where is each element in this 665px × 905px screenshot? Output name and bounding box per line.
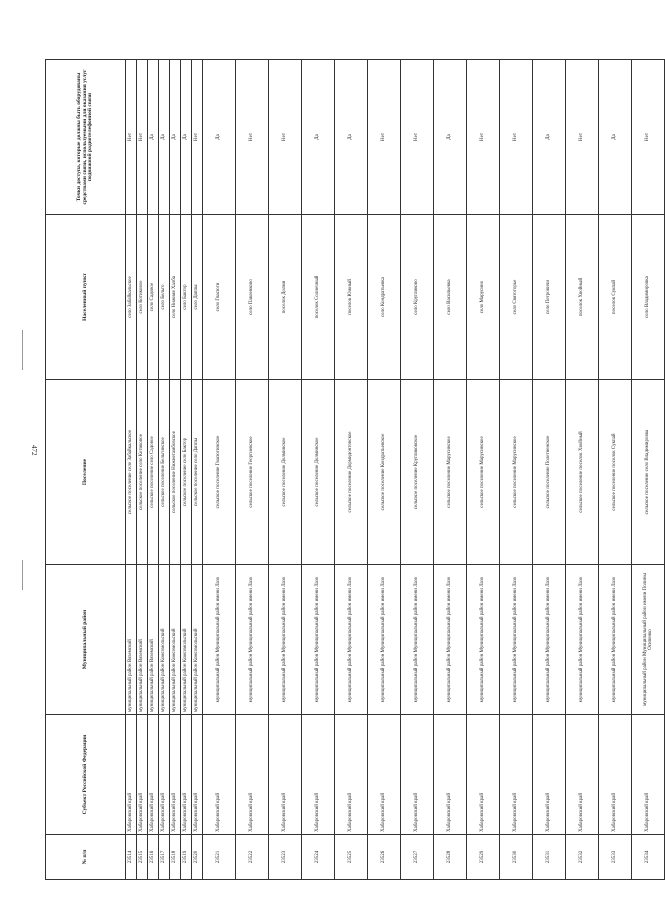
cell-settlement: сельское поселение поселок Сукпай: [599, 380, 632, 565]
cell-subject: Хабаровский край: [533, 715, 566, 835]
cell-locality: село Петровичи: [533, 215, 566, 380]
header-settlement: Поселение: [46, 380, 126, 565]
cell-settlement: сельское поселение село Забайкальское: [126, 380, 137, 565]
table-row: [236, 60, 269, 880]
cell-settlement: сельское поселение Долминское: [302, 380, 335, 565]
cell-subject: Хабаровский край: [170, 715, 181, 835]
cell-subject: Хабаровский край: [137, 715, 148, 835]
cell-district: муниципальный район Муниципальный район имени Лазо: [236, 565, 269, 715]
cell-settlement: сельское поселение село Владимировка: [632, 380, 665, 565]
cell-locality: поселок Хвойный: [566, 215, 599, 380]
cell-locality: село Святогорье: [500, 215, 533, 380]
cell-district: муниципальный район Муниципальный район имени Полины Осипенко: [632, 565, 665, 715]
cell-locality: поселок Южный: [335, 215, 368, 380]
cell-subject: Хабаровский край: [500, 715, 533, 835]
cell-district: муниципальный район Комсомольский: [181, 565, 192, 715]
table-row: [500, 60, 533, 880]
cell-locality: село Кондратьевка: [368, 215, 401, 380]
cell-num: 23529: [467, 835, 500, 880]
cell-district: муниципальный район Муниципальный район имени Лазо: [467, 565, 500, 715]
table-row: [434, 60, 467, 880]
cell-access: Да: [181, 60, 192, 215]
cell-num: 23530: [500, 835, 533, 880]
cell-locality: село Садовое: [148, 215, 159, 380]
cell-access: Да: [203, 60, 236, 215]
cell-access: Нет: [126, 60, 137, 215]
cell-subject: Хабаровский край: [159, 715, 170, 835]
table-row: [181, 60, 192, 880]
cell-num: 23519: [181, 835, 192, 880]
cell-access: Нет: [467, 60, 500, 215]
table-row: [632, 60, 665, 880]
cell-locality: село Павленково: [236, 215, 269, 380]
cell-access: Нет: [192, 60, 203, 215]
cell-num: 23532: [566, 835, 599, 880]
cell-num: 23514: [126, 835, 137, 880]
cell-locality: село Гвасюги: [203, 215, 236, 380]
cell-access: Да: [599, 60, 632, 215]
table-header-row: [46, 60, 126, 880]
cell-subject: Хабаровский край: [335, 715, 368, 835]
table-row: [599, 60, 632, 880]
cell-num: 23521: [203, 835, 236, 880]
cell-num: 23524: [302, 835, 335, 880]
table-row: [269, 60, 302, 880]
header-locality: Населенный пункт: [46, 215, 126, 380]
cell-locality: поселок Сукпай: [599, 215, 632, 380]
cell-settlement: сельское поселение Марусинское: [434, 380, 467, 565]
cell-locality: поселок Солнечный: [302, 215, 335, 380]
table-row: [137, 60, 148, 880]
cell-access: Нет: [236, 60, 269, 215]
cell-settlement: сельское поселение село Бактор: [181, 380, 192, 565]
cell-num: 23523: [269, 835, 302, 880]
table-row: [170, 60, 181, 880]
cell-subject: Хабаровский край: [148, 715, 159, 835]
document-page: [45, 60, 653, 880]
table-row: [335, 60, 368, 880]
cell-settlement: сельское поселение Кондратьевское: [368, 380, 401, 565]
cell-subject: Хабаровский край: [632, 715, 665, 835]
cell-num: 23526: [368, 835, 401, 880]
cell-locality: село Васильевка: [434, 215, 467, 380]
cell-locality: село Бельго: [159, 215, 170, 380]
scan-margin-mark-lower: [22, 560, 23, 590]
table-row: [126, 60, 137, 880]
cell-subject: Хабаровский край: [467, 715, 500, 835]
cell-settlement: сельское поселение село Даппы: [192, 380, 203, 565]
page-number: 472: [30, 445, 38, 456]
table-row: [302, 60, 335, 880]
cell-settlement: сельское поселение Марусинское: [500, 380, 533, 565]
cell-access: Нет: [368, 60, 401, 215]
cell-subject: Хабаровский край: [269, 715, 302, 835]
cell-settlement: сельское поселение Кругликовское: [401, 380, 434, 565]
cell-subject: Хабаровский край: [236, 715, 269, 835]
cell-district: муниципальный район Вяземский: [148, 565, 159, 715]
cell-num: 23520: [192, 835, 203, 880]
cell-subject: Хабаровский край: [181, 715, 192, 835]
cell-settlement: сельское поселение село Котиковое: [137, 380, 148, 565]
cell-locality: село Нижняя Халба: [170, 215, 181, 380]
cell-district: муниципальный район Комсомольский: [192, 565, 203, 715]
cell-access: Да: [170, 60, 181, 215]
rotated-table-container: [45, 60, 653, 880]
cell-district: муниципальный район Муниципальный район имени Лазо: [566, 565, 599, 715]
header-access: Точки доступа, которые должны быть оборудованы средствами связи, используемыми для оказания услуг подвижной радиотелефонной связи: [46, 60, 126, 215]
cell-settlement: сельское поселение Бельгинское: [159, 380, 170, 565]
cell-locality: село Даппы: [192, 215, 203, 380]
cell-district: муниципальный район Муниципальный район имени Лазо: [401, 565, 434, 715]
cell-settlement: сельское поселение Долминское: [269, 380, 302, 565]
cell-access: Нет: [500, 60, 533, 215]
coverage-table: [45, 59, 665, 880]
cell-district: муниципальный район Муниципальный район имени Лазо: [368, 565, 401, 715]
cell-access: Да: [302, 60, 335, 215]
table-row: [467, 60, 500, 880]
cell-access: Да: [335, 60, 368, 215]
cell-settlement: сельское поселение село Садовое: [148, 380, 159, 565]
cell-num: 23517: [159, 835, 170, 880]
cell-district: муниципальный район Комсомольский: [170, 565, 181, 715]
cell-access: Нет: [566, 60, 599, 215]
header-num: № п/п: [46, 835, 126, 880]
cell-locality: село Владимировка: [632, 215, 665, 380]
cell-locality: село Бактор: [181, 215, 192, 380]
table-row: [203, 60, 236, 880]
cell-district: муниципальный район Вяземский: [137, 565, 148, 715]
cell-subject: Хабаровский край: [302, 715, 335, 835]
table-row: [566, 60, 599, 880]
cell-locality: село Кругликово: [401, 215, 434, 380]
cell-access: Нет: [401, 60, 434, 215]
cell-district: муниципальный район Муниципальный район имени Лазо: [500, 565, 533, 715]
cell-access: Да: [148, 60, 159, 215]
cell-num: 23516: [148, 835, 159, 880]
cell-district: муниципальный район Муниципальный район имени Лазо: [302, 565, 335, 715]
cell-num: 23528: [434, 835, 467, 880]
table-row: [533, 60, 566, 880]
cell-access: Нет: [137, 60, 148, 215]
cell-subject: Хабаровский край: [126, 715, 137, 835]
cell-num: 23525: [335, 835, 368, 880]
table-row: [159, 60, 170, 880]
cell-num: 23518: [170, 835, 181, 880]
table-row: [148, 60, 159, 880]
cell-subject: Хабаровский край: [434, 715, 467, 835]
cell-num: 23533: [599, 835, 632, 880]
table-row: [368, 60, 401, 880]
cell-access: Да: [434, 60, 467, 215]
table-row: [401, 60, 434, 880]
cell-locality: поселок Долми: [269, 215, 302, 380]
cell-settlement: сельское поселение Георгиевское: [236, 380, 269, 565]
cell-settlement: сельское поселение Марусинское: [467, 380, 500, 565]
cell-subject: Хабаровский край: [401, 715, 434, 835]
cell-access: Нет: [269, 60, 302, 215]
cell-district: муниципальный район Муниципальный район имени Лазо: [269, 565, 302, 715]
cell-subject: Хабаровский край: [566, 715, 599, 835]
cell-locality: село Марусино: [467, 215, 500, 380]
cell-settlement: сельское поселение Дормидонтовское: [335, 380, 368, 565]
cell-settlement: сельское поселение Гвасюгинское: [203, 380, 236, 565]
header-subject: Субъект Российской Федерации: [46, 715, 126, 835]
cell-num: 23534: [632, 835, 665, 880]
scan-margin-mark: [22, 330, 23, 370]
cell-access: Нет: [632, 60, 665, 215]
cell-locality: село Забайкальское: [126, 215, 137, 380]
cell-num: 23522: [236, 835, 269, 880]
cell-district: муниципальный район Муниципальный район имени Лазо: [335, 565, 368, 715]
cell-district: муниципальный район Вяземский: [126, 565, 137, 715]
cell-subject: Хабаровский край: [368, 715, 401, 835]
cell-subject: Хабаровский край: [192, 715, 203, 835]
cell-settlement: сельское поселение Полетненское: [533, 380, 566, 565]
cell-settlement: сельское поселение Нижнетамбовское: [170, 380, 181, 565]
cell-subject: Хабаровский край: [203, 715, 236, 835]
cell-district: муниципальный район Муниципальный район имени Лазо: [203, 565, 236, 715]
cell-num: 23515: [137, 835, 148, 880]
cell-locality: село Котиковое: [137, 215, 148, 380]
cell-num: 23531: [533, 835, 566, 880]
cell-subject: Хабаровский край: [599, 715, 632, 835]
cell-num: 23527: [401, 835, 434, 880]
cell-access: Да: [533, 60, 566, 215]
cell-district: муниципальный район Муниципальный район имени Лазо: [533, 565, 566, 715]
cell-district: муниципальный район Муниципальный район имени Лазо: [434, 565, 467, 715]
cell-access: Да: [159, 60, 170, 215]
cell-settlement: сельское поселение поселок Хвойный: [566, 380, 599, 565]
cell-district: муниципальный район Муниципальный район имени Лазо: [599, 565, 632, 715]
header-district: Муниципальный район: [46, 565, 126, 715]
table-row: [192, 60, 203, 880]
cell-district: муниципальный район Комсомольский: [159, 565, 170, 715]
